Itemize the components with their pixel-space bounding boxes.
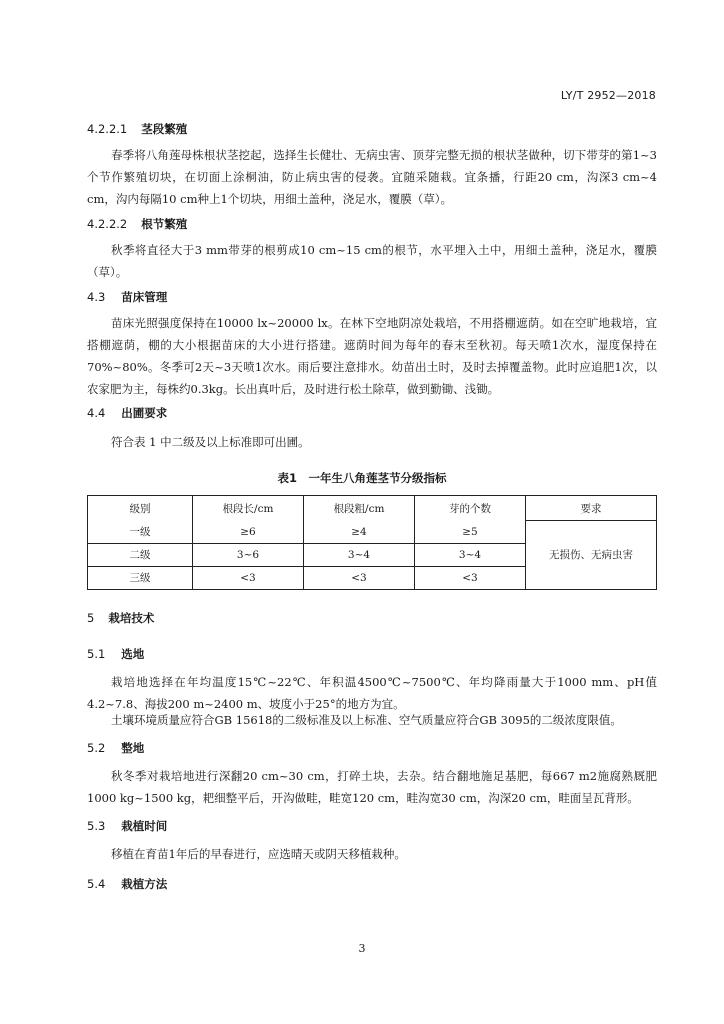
paragraph-4221: 春季将八角莲母株根状茎挖起，选择生长健壮、无病虫害、顶芽完整无损的根状茎做种，切下带芽的第1~3个节作繁殖切块，在切面上涂桐油，防止病虫害的侵袭。宜随采随栽。宜条播，行距20 cm，沟深3 cm~4 cm，沟内每隔10 cm种上1个切块，用细土盖种，浇足水，覆膜（草）。 xyxy=(87,148,657,206)
table-cell: ≥6 xyxy=(193,521,304,544)
section-title: 选地 xyxy=(121,647,145,661)
section-heading-52 xyxy=(87,740,144,756)
section-number: 5.1 xyxy=(87,647,106,661)
table-cell: 一级 xyxy=(88,521,193,544)
table-cell: <3 xyxy=(193,566,304,589)
section-title: 栽植方法 xyxy=(121,877,168,891)
paragraph-51-quality: 土壤环境质量应符合GB 15618的二级标准及以上标准、空气质量应符合GB 3095的二级浓度限值。 xyxy=(111,713,622,727)
table-cell: 3~4 xyxy=(304,543,415,566)
section-number: 4.2.2.1 xyxy=(87,122,128,136)
paragraph-52: 秋冬季对栽培地进行深翻20 cm~30 cm，打碎土块，去杂。结合翻地施足基肥，每667 m2施腐熟厩肥1000 kg~1500 kg，耙细整平后，开沟做畦，畦宽120 cm，畦沟宽30 cm，沟深20 cm，畦面呈瓦背形。 xyxy=(87,769,657,805)
table-cell: <3 xyxy=(304,566,415,589)
section-heading-54 xyxy=(87,876,167,892)
section-number: 5 xyxy=(87,611,95,625)
table-cell: 3~6 xyxy=(193,543,304,566)
section-number: 4.3 xyxy=(87,290,106,304)
section-number: 5.2 xyxy=(87,741,106,755)
section-title: 栽植时间 xyxy=(121,819,168,833)
section-heading-4222 xyxy=(87,216,187,232)
paragraph-4222: 秋季将直径大于3 mm带芽的根剪成10 cm~15 cm的根节，水平埋入土中，用细土盖种，浇足水，覆膜（草）。 xyxy=(87,243,657,279)
table-header-cell: 根段长/cm xyxy=(193,496,304,521)
table-requirement-cell: 无损伤、无病虫害 xyxy=(526,521,657,590)
table-cell: <3 xyxy=(415,566,526,589)
section-heading-44 xyxy=(87,405,167,421)
section-number: 5.4 xyxy=(87,877,106,891)
section-title: 茎段繁殖 xyxy=(141,122,188,136)
table-cell: ≥5 xyxy=(415,521,526,544)
section-title: 根节繁殖 xyxy=(141,217,188,231)
table-row xyxy=(88,521,657,544)
section-title: 整地 xyxy=(121,741,145,755)
table-header-cell: 芽的个数 xyxy=(415,496,526,521)
table-cell: 二级 xyxy=(88,543,193,566)
section-heading-4221 xyxy=(87,121,187,137)
section-number: 4.4 xyxy=(87,406,106,420)
paragraph-53: 移植在育苗1年后的早春进行，应选晴天或阴天移植栽种。 xyxy=(111,847,406,861)
section-title: 出圃要求 xyxy=(121,406,168,420)
section-heading-5 xyxy=(87,610,154,626)
table-header-cell: 要求 xyxy=(526,496,657,521)
section-number: 4.2.2.2 xyxy=(87,217,128,231)
table-cell: 3~4 xyxy=(415,543,526,566)
paragraph-44: 符合表 1 中二级及以上标准即可出圃。 xyxy=(111,435,310,449)
table-header-cell: 根段粗/cm xyxy=(304,496,415,521)
table-cell: 三级 xyxy=(88,566,193,589)
table-cell: ≥4 xyxy=(304,521,415,544)
table-title: 表1 一年生八角莲茎节分级指标 xyxy=(277,471,447,485)
section-heading-51 xyxy=(87,646,144,662)
section-heading-53 xyxy=(87,818,167,834)
page-number: 3 xyxy=(358,942,366,955)
section-title: 苗床管理 xyxy=(121,290,168,304)
paragraph-51: 栽培地选择在年均温度15℃~22℃、年积温4500℃~7500℃、年均降雨量大于1000 mm、pH值4.2~7.8、海拔200 m~2400 m、坡度小于25°的地方为宜。 xyxy=(87,675,657,711)
section-number: 5.3 xyxy=(87,819,106,833)
section-title: 栽培技术 xyxy=(108,611,155,625)
section-heading-43 xyxy=(87,289,167,305)
grading-table xyxy=(87,495,657,590)
paragraph-43: 苗床光照强度保持在10000 lx~20000 lx。在林下空地阴凉处栽培，不用搭棚遮荫。如在空旷地栽培，宜搭棚遮荫，棚的大小根据苗床的大小进行搭建。遮荫时间为每年的春末至秋初。每天喷1次水，湿度保持在70%~80%。冬季可2天~3天喷1次水。雨后要注意排水。幼苗出土时，及时去掉覆盖物。此时应追肥1次，以农家肥为主，每株约0.3kg。长出真叶后，及时进行松土除草，做到勤锄、浅锄。 xyxy=(87,316,657,396)
table-header-cell: 级别 xyxy=(88,496,193,521)
standard-code: LY/T 2952—2018 xyxy=(560,89,656,102)
